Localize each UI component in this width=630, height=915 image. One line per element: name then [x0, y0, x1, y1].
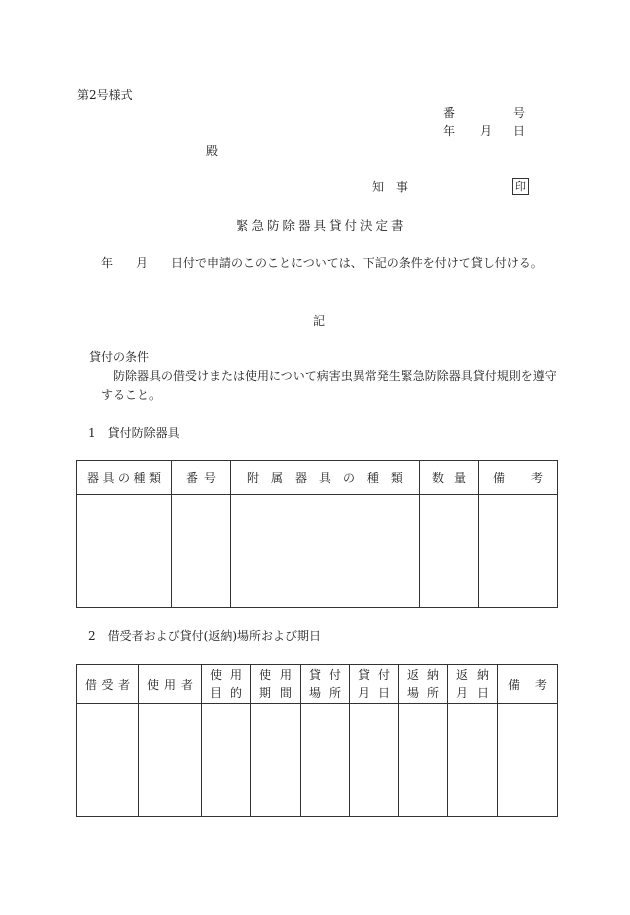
- document-title: 緊急防除器具貸付決定書: [236, 218, 407, 233]
- date-year-label: 年: [443, 124, 456, 138]
- cell-loan-place[interactable]: [301, 704, 350, 817]
- section2-heading: 2 借受者および貸付(返納)場所および期日: [88, 629, 321, 643]
- col-user: 使 用 者: [139, 665, 202, 704]
- col-equipment-type: 器 具 の 種 類: [77, 461, 172, 495]
- number-label-go: 号: [513, 106, 526, 120]
- number-label-ban: 番: [443, 106, 456, 120]
- conditions-line2: すること。: [101, 388, 162, 402]
- cell-equipment-type[interactable]: [77, 495, 172, 608]
- col-remarks: 備 考: [479, 461, 558, 495]
- borrower-table-header: [77, 665, 558, 704]
- addressee-suffix: 殿: [206, 144, 219, 158]
- col-return-place: 返 納 場 所: [399, 665, 448, 704]
- col-loan-date: 貸 付 月 日: [350, 665, 399, 704]
- intro-year: 年: [101, 256, 114, 270]
- col-return-date: 返 納 月 日: [448, 665, 498, 704]
- col-borrower: 借 受 者: [77, 665, 139, 704]
- equipment-table-header: [77, 461, 558, 495]
- cell-quantity[interactable]: [420, 495, 479, 608]
- cell-borrower[interactable]: [77, 704, 139, 817]
- col-quantity: 数 量: [420, 461, 479, 495]
- conditions-heading: 貸付の条件: [89, 350, 150, 364]
- col-usage-purpose: 使 用 目 的: [202, 665, 251, 704]
- form-number: 第2号様式: [77, 88, 133, 102]
- ki-mark: 記: [313, 314, 326, 328]
- intro-text: 日付で申請のこのことについては、下記の条件を付けて貸し付ける。: [171, 256, 543, 270]
- cell-accessory-type[interactable]: [231, 495, 420, 608]
- date-day-label: 日: [513, 124, 526, 138]
- cell-usage-purpose[interactable]: [202, 704, 251, 817]
- cell-usage-period[interactable]: [251, 704, 301, 817]
- seal-box: 印: [512, 178, 529, 195]
- col-accessory-type: 附 属 器 具 の 種 類: [231, 461, 420, 495]
- cell-remarks[interactable]: [479, 495, 558, 608]
- section1-heading: 1 貸付防除器具: [88, 426, 180, 440]
- cell-remarks-2[interactable]: [498, 704, 558, 817]
- governor-chi: 知: [372, 180, 385, 194]
- cell-return-date[interactable]: [448, 704, 498, 817]
- col-loan-place: 貸 付 場 所: [301, 665, 350, 704]
- table-row: [77, 495, 558, 608]
- equipment-table: [76, 460, 558, 608]
- col-remarks-2: 備 考: [498, 665, 558, 704]
- table-row: [77, 704, 558, 817]
- governor-ji: 事: [396, 180, 409, 194]
- intro-month: 月: [136, 256, 149, 270]
- borrower-table: [76, 664, 558, 817]
- cell-number[interactable]: [172, 495, 231, 608]
- cell-user[interactable]: [139, 704, 202, 817]
- date-month-label: 月: [480, 124, 493, 138]
- cell-loan-date[interactable]: [350, 704, 399, 817]
- col-usage-period: 使 用 期 間: [251, 665, 301, 704]
- seal-mark: [512, 178, 529, 195]
- cell-return-place[interactable]: [399, 704, 448, 817]
- conditions-line1: 防除器具の借受けまたは使用について病害虫異常発生緊急防除器具貸付規則を遵守: [113, 369, 557, 383]
- col-number: 番 号: [172, 461, 231, 495]
